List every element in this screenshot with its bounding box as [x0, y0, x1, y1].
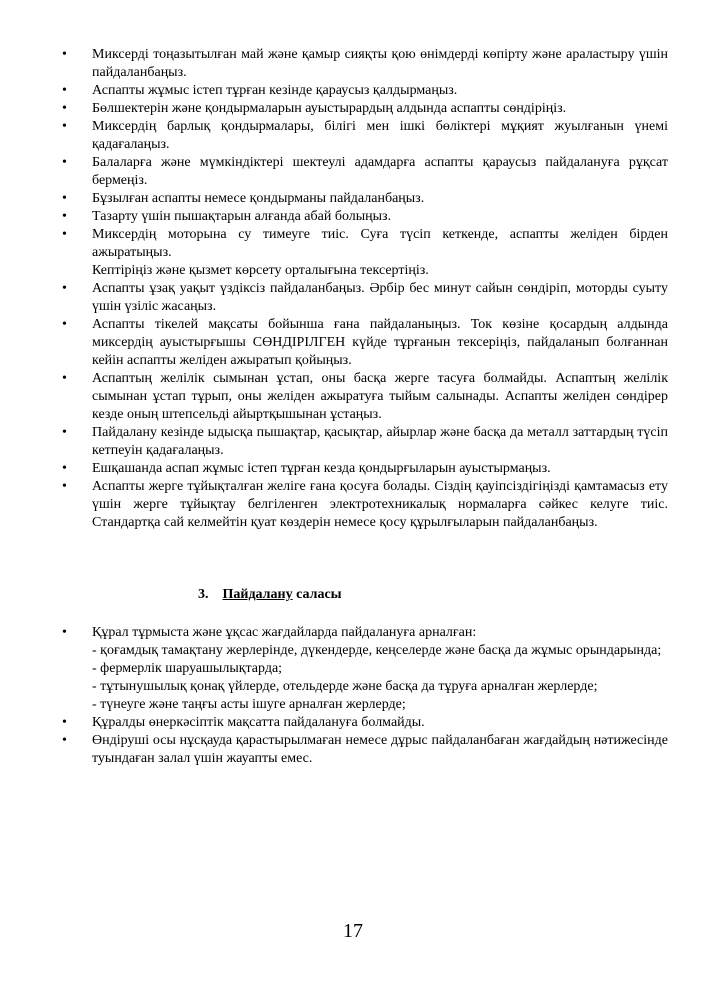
bullet-icon: •	[62, 227, 67, 242]
list-item-text: Аспапты ұзақ уақыт үздіксіз пайдаланбаңыз. Әрбір бес минут сайын сөндіріп, моторды суыту үшін үзіліс жасаңыз.	[92, 281, 668, 314]
list-item-text: Миксерді тоңазытылған май және қамыр сияқты қою өнімдерді көпірту және араластыру үшін пайдаланбаңыз.	[92, 47, 668, 80]
bullet-icon: •	[62, 371, 67, 386]
list-item-text: Өндіруші осы нұсқауда қарастырылмаған немесе дұрыс пайдаланбаған жағдайдың нәтижесінде туындаған залал үшін жауапты емес.	[92, 733, 668, 766]
list-item	[62, 370, 668, 424]
bullet-icon: •	[62, 461, 67, 476]
bullet-icon: •	[62, 47, 67, 62]
list-item-text: Аспапты жұмыс істеп тұрған кезінде қараусыз қалдырмаңыз.	[92, 83, 458, 98]
bullet-icon: •	[62, 625, 67, 640]
list-item	[62, 118, 668, 154]
list-item	[62, 154, 668, 190]
list-item-subline: - фермерлік шаруашылықтарда;	[92, 661, 283, 676]
bullet-icon: •	[62, 479, 67, 494]
bullet-icon: •	[62, 101, 67, 116]
list-item	[62, 226, 668, 280]
list-item-text: Пайдалану кезінде ыдысқа пышақтар, қасықтар, айырлар және басқа да металл заттардың түсіп кетпеуін қадағалаңыз.	[92, 425, 668, 458]
section-title-rest: саласы	[292, 587, 342, 602]
bullet-icon: •	[62, 155, 67, 170]
bullet-icon: •	[62, 281, 67, 296]
list-item-text: Миксердің моторына су тимеуге тиіс. Суға түсіп кеткенде, аспапты желіден бірден ажыратыңыз.	[92, 227, 668, 260]
list-item-text: Ешқашанда аспап жұмыс істеп тұрған кезда қондырғыларын ауыстырмаңыз.	[92, 461, 551, 476]
list-item-text: Балаларға және мүмкіндіктері шектеулі адамдарға аспапты қараусыз пайдалануға рұқсат бермеңіз.	[92, 155, 668, 188]
list-item	[62, 624, 668, 714]
list-item	[62, 208, 668, 226]
bullet-icon: •	[62, 83, 67, 98]
usage-scope-list	[62, 624, 668, 768]
list-item	[62, 280, 668, 316]
safety-instructions-list	[62, 46, 668, 532]
list-item-text: Аспапты жерге тұйықталған желіге ғана қосуға болады. Сіздің қауіпсіздігіңізді қамтамасыз ету үшін жерге тұйықтау белгіленген электротехникалық нормаларға сәйкес келуге тиіс. Стандартқа сай келмейтін қуат көздерін немесе қосу құрылғыларын пайдаланбаңыз.	[92, 479, 668, 530]
list-item-subline: Кептіріңіз және қызмет көрсету орталығына тексертіңіз.	[92, 263, 429, 278]
page-number: 17	[343, 920, 363, 942]
list-item	[62, 190, 668, 208]
bullet-icon: •	[62, 191, 67, 206]
list-item	[62, 82, 668, 100]
list-item-subline: - тұтынушылық қонақ үйлерде, отельдерде және басқа да тұруға арналған жерлерде;	[92, 679, 598, 694]
list-item-text: Бөлшектерін және қондырмаларын ауыстырардың алдында аспапты сөндіріңіз.	[92, 101, 567, 116]
list-item	[62, 460, 668, 478]
list-item-text: Миксердің барлық қондырмалары, білігі мен ішкі бөліктері мұқият жуылғанын үнемі қадағалаңыз.	[92, 119, 668, 152]
list-item-text: Аспаптың желілік сымынан ұстап, оны басқа жерге тасуға болмайды. Аспаптың желілік сымынан ұстап тұрып, оны желіден ажыратуға тыйым салынады. Аспапты желіден сөндірер кезде оның штепсельді айыртқышынан ұстаңыз.	[92, 371, 668, 422]
list-item	[62, 732, 668, 768]
list-item	[62, 424, 668, 460]
list-item-text: Құрал тұрмыста және ұқсас жағдайларда пайдалануға арналған:	[92, 625, 477, 640]
list-item-text: Бұзылған аспапты немесе қондырманы пайдаланбаңыз.	[92, 191, 425, 206]
list-item-text: Құралды өнеркәсіптік мақсатта пайдалануға болмайды.	[92, 715, 425, 730]
bullet-icon: •	[62, 119, 67, 134]
section-number: 3.	[198, 587, 209, 602]
bullet-icon: •	[62, 733, 67, 748]
list-item-subline: - түнеуге және таңғы асты ішуге арналған жерлерде;	[92, 697, 406, 712]
list-item	[62, 478, 668, 532]
list-item-subline: - қоғамдық тамақтану жерлерінде, дүкендерде, кеңселерде және басқа да жұмыс орындарында;	[92, 643, 662, 658]
list-item	[62, 714, 668, 732]
section-title-underlined: Пайдалану	[222, 587, 293, 602]
section-heading	[198, 586, 342, 604]
bullet-icon: •	[62, 715, 67, 730]
bullet-icon: •	[62, 425, 67, 440]
bullet-icon: •	[62, 317, 67, 332]
list-item-text: Тазарту үшін пышақтарын алғанда абай болыңыз.	[92, 209, 392, 224]
bullet-icon: •	[62, 209, 67, 224]
list-item	[62, 46, 668, 82]
list-item	[62, 316, 668, 370]
list-item-text: Аспапты тікелей мақсаты бойынша ғана пайдаланыңыз. Ток көзіне қосардың алдында миксердің ауыстырғышы СӨНДІРІЛГЕН күйде тұрғанын тексеріңіз, пайдаланып болғаннан кейін аспапты желіден ажыратып қойыңыз.	[92, 317, 668, 368]
list-item	[62, 100, 668, 118]
